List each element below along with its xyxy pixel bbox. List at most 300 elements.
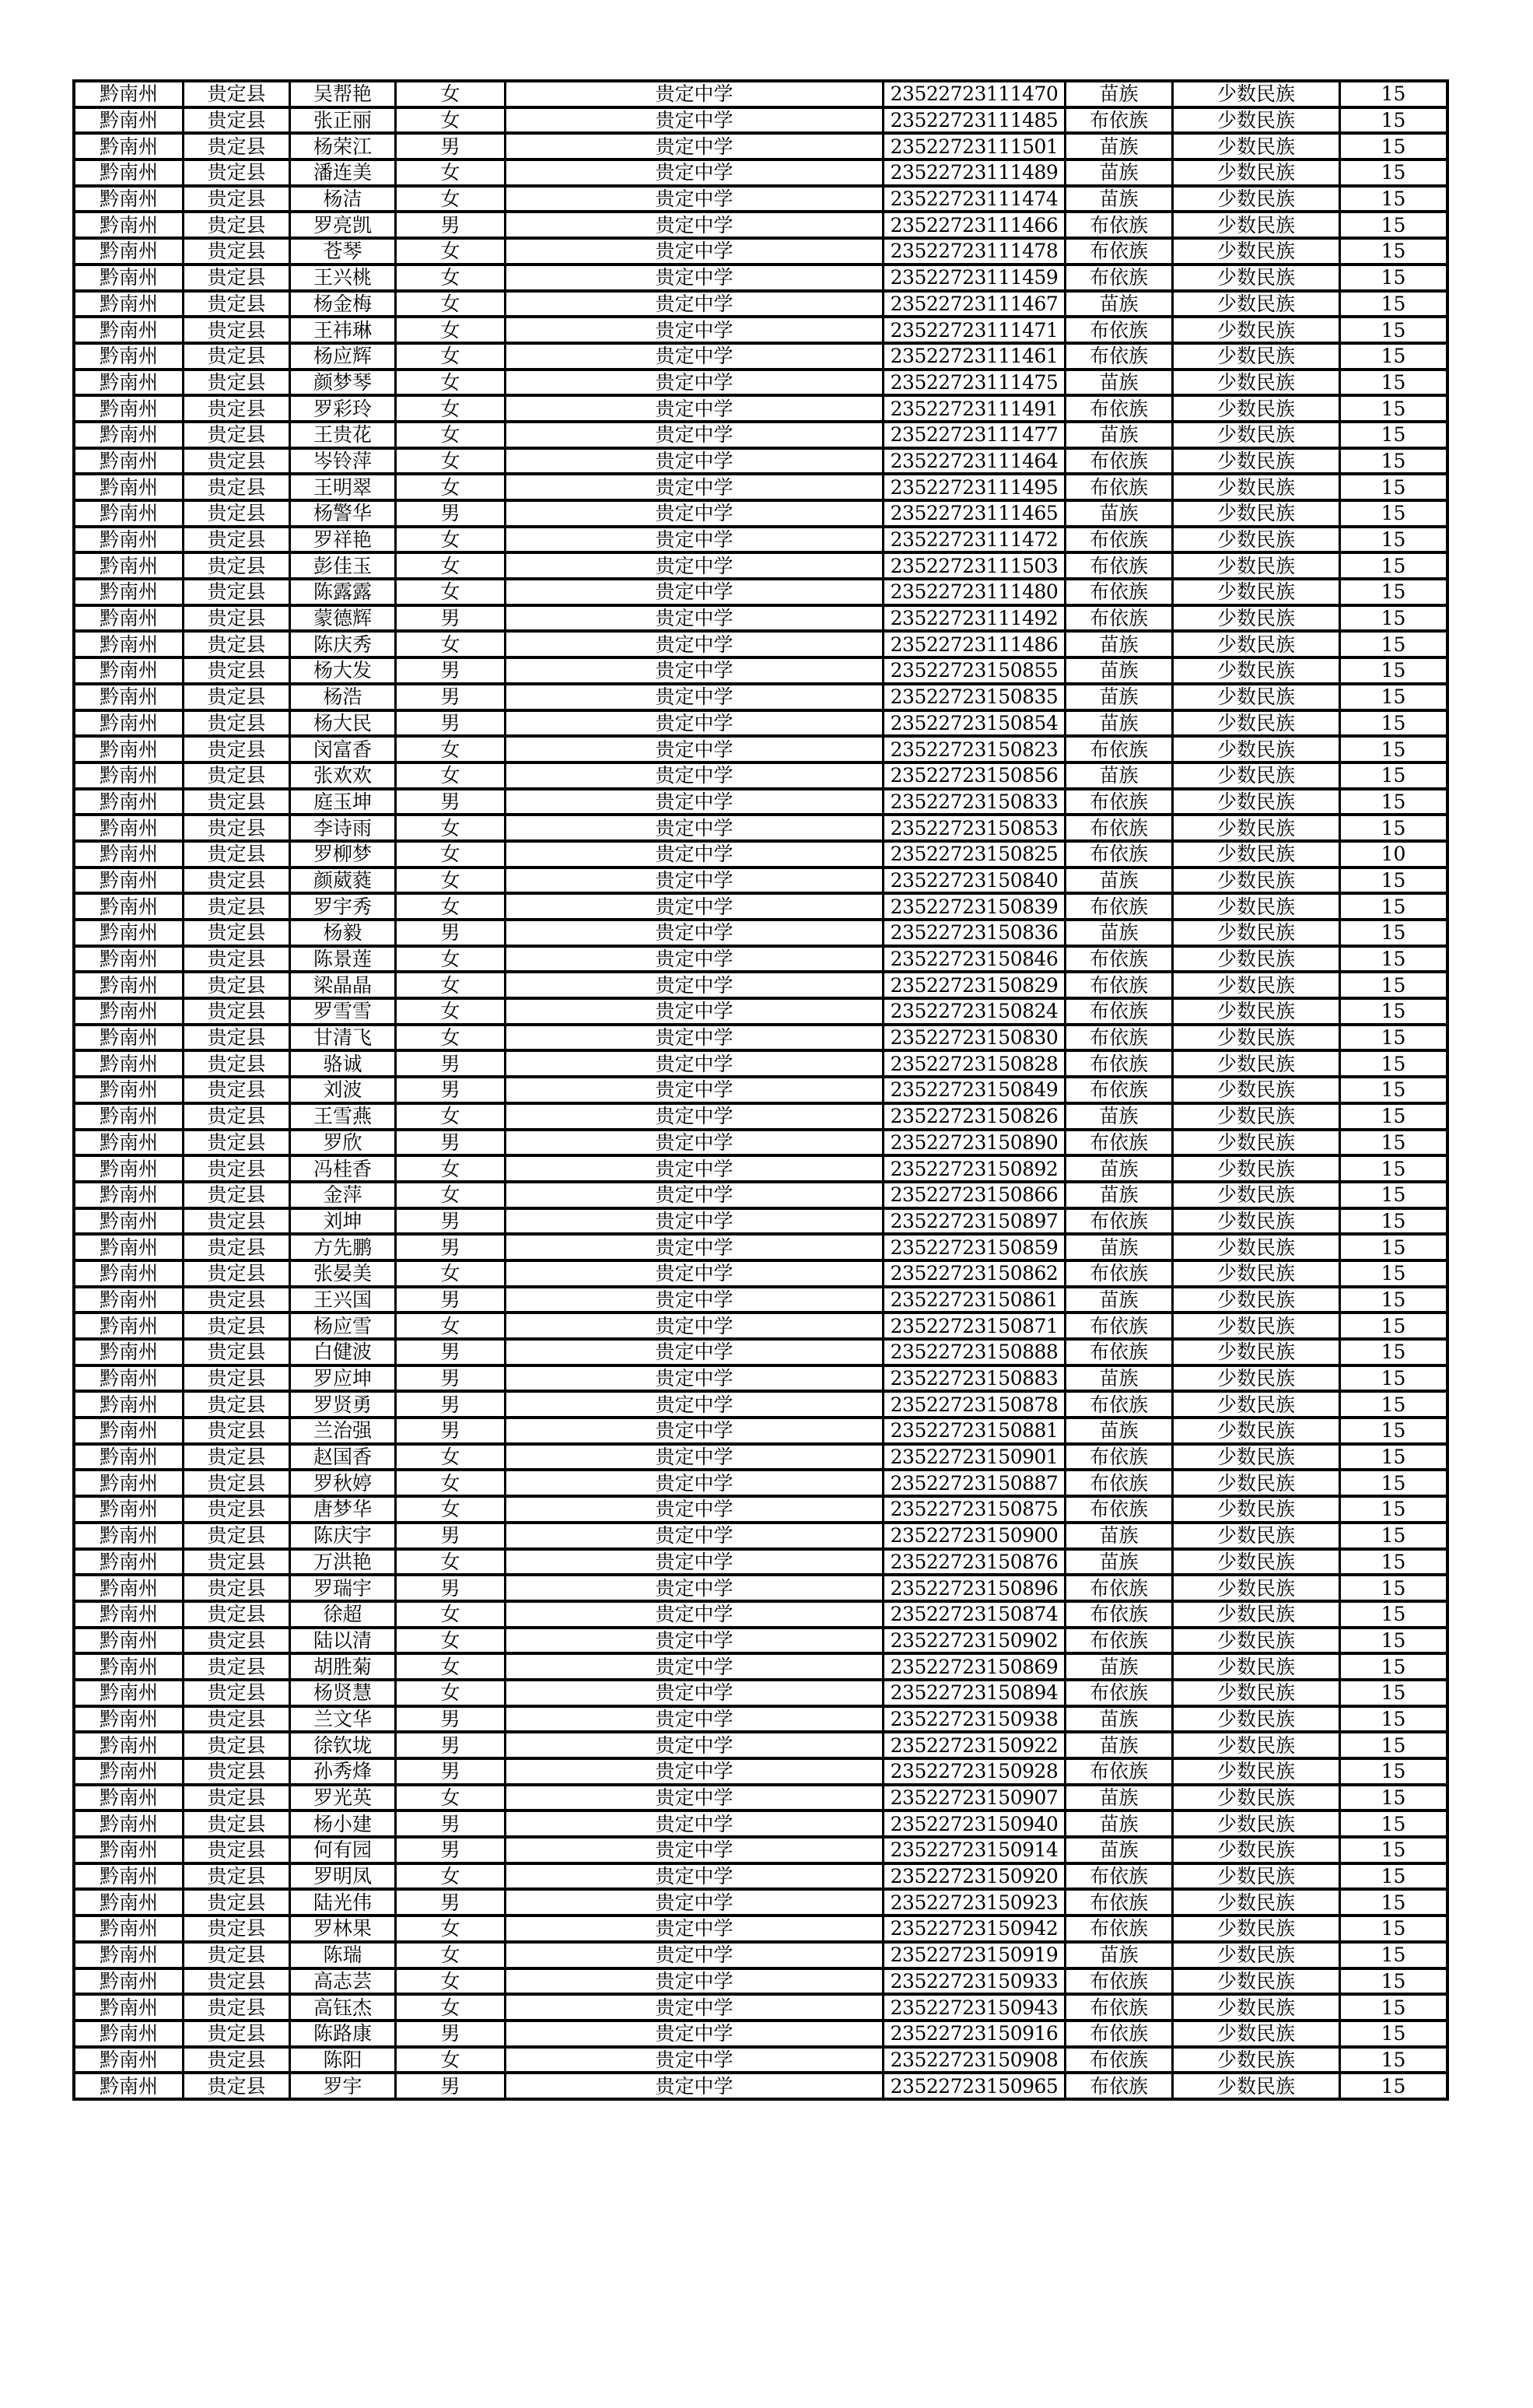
county-cell: 贵定县 xyxy=(184,2073,290,2099)
table-row xyxy=(74,1732,1447,1758)
ethnicity-cell: 布依族 xyxy=(1066,841,1173,868)
ethnicity-cell: 布依族 xyxy=(1066,1391,1173,1418)
gender-cell: 女 xyxy=(396,1601,506,1628)
table-row xyxy=(74,736,1447,762)
county-cell: 贵定县 xyxy=(184,422,290,448)
exam-id-cell: 23522723150866 xyxy=(884,1182,1066,1208)
exam-id-cell: 23522723150914 xyxy=(884,1837,1066,1863)
school-cell: 贵定中学 xyxy=(506,972,884,998)
prefecture-cell: 黔南州 xyxy=(74,448,184,475)
prefecture-cell: 黔南州 xyxy=(74,972,184,998)
category-cell: 少数民族 xyxy=(1173,762,1340,789)
student-name-cell: 陈庆宇 xyxy=(290,1523,396,1549)
exam-id-cell: 23522723150855 xyxy=(884,657,1066,684)
school-cell: 贵定中学 xyxy=(506,1130,884,1156)
student-name-cell: 徐超 xyxy=(290,1601,396,1628)
table-row xyxy=(74,1418,1447,1444)
school-cell: 贵定中学 xyxy=(506,1732,884,1758)
gender-cell: 女 xyxy=(396,81,506,107)
county-cell: 贵定县 xyxy=(184,186,290,212)
gender-cell: 女 xyxy=(396,1994,506,2021)
county-cell: 贵定县 xyxy=(184,1103,290,1130)
student-name-cell: 王祎琳 xyxy=(290,317,396,343)
exam-id-cell: 23522723150922 xyxy=(884,1732,1066,1758)
school-cell: 贵定中学 xyxy=(506,1234,884,1260)
county-cell: 贵定县 xyxy=(184,1653,290,1680)
school-cell: 贵定中学 xyxy=(506,684,884,710)
county-cell: 贵定县 xyxy=(184,1050,290,1077)
ethnicity-cell: 苗族 xyxy=(1066,370,1173,396)
gender-cell: 男 xyxy=(396,1732,506,1758)
exam-id-cell: 23522723150940 xyxy=(884,1810,1066,1837)
gender-cell: 女 xyxy=(396,1103,506,1130)
ethnicity-cell: 苗族 xyxy=(1066,1182,1173,1208)
table-row xyxy=(74,1968,1447,1995)
school-cell: 贵定中学 xyxy=(506,605,884,632)
county-cell: 贵定县 xyxy=(184,238,290,265)
county-cell: 贵定县 xyxy=(184,1810,290,1837)
student-name-cell: 蒙德辉 xyxy=(290,605,396,632)
school-cell: 贵定中学 xyxy=(506,1837,884,1863)
prefecture-cell: 黔南州 xyxy=(74,1103,184,1130)
school-cell: 贵定中学 xyxy=(506,1470,884,1496)
table-row xyxy=(74,710,1447,737)
table-row xyxy=(74,1916,1447,1942)
county-cell: 贵定县 xyxy=(184,1234,290,1260)
category-cell: 少数民族 xyxy=(1173,317,1340,343)
school-cell: 贵定中学 xyxy=(506,212,884,238)
table-row xyxy=(74,868,1447,894)
county-cell: 贵定县 xyxy=(184,81,290,107)
gender-cell: 女 xyxy=(396,238,506,265)
table-row xyxy=(74,2021,1447,2047)
county-cell: 贵定县 xyxy=(184,920,290,946)
ethnicity-cell: 布依族 xyxy=(1066,998,1173,1025)
student-name-cell: 颜梦琴 xyxy=(290,370,396,396)
bonus-points-cell: 15 xyxy=(1340,579,1448,605)
exam-id-cell: 23522723150942 xyxy=(884,1916,1066,1942)
school-cell: 贵定中学 xyxy=(506,81,884,107)
gender-cell: 男 xyxy=(396,1208,506,1235)
table-row xyxy=(74,1575,1447,1601)
student-name-cell: 徐钦垅 xyxy=(290,1732,396,1758)
school-cell: 贵定中学 xyxy=(506,998,884,1025)
student-name-cell: 白健波 xyxy=(290,1339,396,1365)
gender-cell: 男 xyxy=(396,2021,506,2047)
prefecture-cell: 黔南州 xyxy=(74,1287,184,1313)
county-cell: 贵定县 xyxy=(184,1365,290,1392)
bonus-points-cell: 15 xyxy=(1340,1837,1448,1863)
bonus-points-cell: 15 xyxy=(1340,946,1448,973)
school-cell: 贵定中学 xyxy=(506,946,884,973)
category-cell: 少数民族 xyxy=(1173,579,1340,605)
category-cell: 少数民族 xyxy=(1173,1339,1340,1365)
category-cell: 少数民族 xyxy=(1173,1182,1340,1208)
table-row xyxy=(74,1103,1447,1130)
gender-cell: 女 xyxy=(396,291,506,317)
table-row xyxy=(74,1025,1447,1051)
school-cell: 贵定中学 xyxy=(506,133,884,159)
student-name-cell: 高钰杰 xyxy=(290,1994,396,2021)
prefecture-cell: 黔南州 xyxy=(74,1234,184,1260)
prefecture-cell: 黔南州 xyxy=(74,710,184,737)
county-cell: 贵定县 xyxy=(184,1863,290,1890)
table-row xyxy=(74,1889,1447,1916)
bonus-points-cell: 15 xyxy=(1340,1785,1448,1811)
gender-cell: 女 xyxy=(396,1260,506,1287)
bonus-points-cell: 15 xyxy=(1340,1313,1448,1339)
prefecture-cell: 黔南州 xyxy=(74,133,184,159)
exam-id-cell: 23522723150883 xyxy=(884,1365,1066,1392)
table-row xyxy=(74,291,1447,317)
county-cell: 贵定县 xyxy=(184,527,290,553)
student-name-cell: 王兴国 xyxy=(290,1287,396,1313)
student-name-cell: 杨大民 xyxy=(290,710,396,737)
exam-id-cell: 23522723150908 xyxy=(884,2047,1066,2073)
prefecture-cell: 黔南州 xyxy=(74,631,184,657)
ethnicity-cell: 苗族 xyxy=(1066,500,1173,527)
gender-cell: 女 xyxy=(396,422,506,448)
exam-id-cell: 23522723111478 xyxy=(884,238,1066,265)
school-cell: 贵定中学 xyxy=(506,1601,884,1628)
student-name-cell: 高志芸 xyxy=(290,1968,396,1995)
ethnicity-cell: 布依族 xyxy=(1066,1628,1173,1654)
school-cell: 贵定中学 xyxy=(506,2073,884,2099)
ethnicity-cell: 布依族 xyxy=(1066,1994,1173,2021)
table-row xyxy=(74,186,1447,212)
student-name-cell: 张晏美 xyxy=(290,1260,396,1287)
gender-cell: 女 xyxy=(396,159,506,186)
county-cell: 贵定县 xyxy=(184,868,290,894)
bonus-points-cell: 15 xyxy=(1340,631,1448,657)
prefecture-cell: 黔南州 xyxy=(74,789,184,815)
student-name-cell: 罗林果 xyxy=(290,1916,396,1942)
gender-cell: 女 xyxy=(396,841,506,868)
prefecture-cell: 黔南州 xyxy=(74,946,184,973)
category-cell: 少数民族 xyxy=(1173,265,1340,291)
table-row xyxy=(74,265,1447,291)
gender-cell: 男 xyxy=(396,2073,506,2099)
bonus-points-cell: 15 xyxy=(1340,684,1448,710)
category-cell: 少数民族 xyxy=(1173,657,1340,684)
ethnicity-cell: 布依族 xyxy=(1066,1208,1173,1235)
category-cell: 少数民族 xyxy=(1173,1287,1340,1313)
school-cell: 贵定中学 xyxy=(506,868,884,894)
exam-id-cell: 23522723150965 xyxy=(884,2073,1066,2099)
bonus-points-cell: 15 xyxy=(1340,422,1448,448)
ethnicity-cell: 布依族 xyxy=(1066,1863,1173,1890)
prefecture-cell: 黔南州 xyxy=(74,1680,184,1706)
table-row xyxy=(74,1653,1447,1680)
bonus-points-cell: 15 xyxy=(1340,1706,1448,1733)
category-cell: 少数民族 xyxy=(1173,1391,1340,1418)
county-cell: 贵定县 xyxy=(184,1313,290,1339)
exam-id-cell: 23522723150916 xyxy=(884,2021,1066,2047)
school-cell: 贵定中学 xyxy=(506,736,884,762)
bonus-points-cell: 15 xyxy=(1340,868,1448,894)
category-cell: 少数民族 xyxy=(1173,212,1340,238)
gender-cell: 男 xyxy=(396,1365,506,1392)
county-cell: 贵定县 xyxy=(184,265,290,291)
exam-id-cell: 23522723150881 xyxy=(884,1418,1066,1444)
gender-cell: 女 xyxy=(396,579,506,605)
exam-id-cell: 23522723150862 xyxy=(884,1260,1066,1287)
table-row xyxy=(74,1837,1447,1863)
ethnicity-cell: 布依族 xyxy=(1066,474,1173,500)
category-cell: 少数民族 xyxy=(1173,841,1340,868)
category-cell: 少数民族 xyxy=(1173,893,1340,920)
table-row xyxy=(74,1234,1447,1260)
gender-cell: 女 xyxy=(396,265,506,291)
ethnicity-cell: 布依族 xyxy=(1066,107,1173,134)
gender-cell: 女 xyxy=(396,343,506,370)
school-cell: 贵定中学 xyxy=(506,1942,884,1968)
ethnicity-cell: 布依族 xyxy=(1066,1575,1173,1601)
gender-cell: 男 xyxy=(396,1810,506,1837)
ethnicity-cell: 苗族 xyxy=(1066,1942,1173,1968)
category-cell: 少数民族 xyxy=(1173,972,1340,998)
bonus-points-cell: 15 xyxy=(1340,998,1448,1025)
ethnicity-cell: 布依族 xyxy=(1066,1601,1173,1628)
exam-id-cell: 23522723150894 xyxy=(884,1680,1066,1706)
table-row xyxy=(74,1496,1447,1523)
school-cell: 贵定中学 xyxy=(506,1863,884,1890)
prefecture-cell: 黔南州 xyxy=(74,684,184,710)
table-row xyxy=(74,343,1447,370)
bonus-points-cell: 15 xyxy=(1340,1130,1448,1156)
county-cell: 贵定县 xyxy=(184,1496,290,1523)
school-cell: 贵定中学 xyxy=(506,631,884,657)
bonus-points-cell: 15 xyxy=(1340,1365,1448,1392)
exam-id-cell: 23522723150853 xyxy=(884,815,1066,841)
exam-id-cell: 23522723111486 xyxy=(884,631,1066,657)
student-name-cell: 兰治强 xyxy=(290,1418,396,1444)
gender-cell: 男 xyxy=(396,1234,506,1260)
prefecture-cell: 黔南州 xyxy=(74,1942,184,1968)
bonus-points-cell: 15 xyxy=(1340,1732,1448,1758)
table-row xyxy=(74,527,1447,553)
bonus-points-cell: 15 xyxy=(1340,1391,1448,1418)
bonus-points-cell: 15 xyxy=(1340,1758,1448,1785)
county-cell: 贵定县 xyxy=(184,1077,290,1103)
prefecture-cell: 黔南州 xyxy=(74,815,184,841)
school-cell: 贵定中学 xyxy=(506,2021,884,2047)
prefecture-cell: 黔南州 xyxy=(74,212,184,238)
gender-cell: 女 xyxy=(396,1653,506,1680)
gender-cell: 男 xyxy=(396,684,506,710)
county-cell: 贵定县 xyxy=(184,1968,290,1995)
county-cell: 贵定县 xyxy=(184,552,290,579)
school-cell: 贵定中学 xyxy=(506,1287,884,1313)
student-name-cell: 刘波 xyxy=(290,1077,396,1103)
exam-id-cell: 23522723111503 xyxy=(884,552,1066,579)
table-row xyxy=(74,1994,1447,2021)
prefecture-cell: 黔南州 xyxy=(74,1050,184,1077)
bonus-points-cell: 15 xyxy=(1340,159,1448,186)
prefecture-cell: 黔南州 xyxy=(74,1182,184,1208)
student-name-cell: 骆诚 xyxy=(290,1050,396,1077)
gender-cell: 女 xyxy=(396,762,506,789)
table-row xyxy=(74,1942,1447,1968)
gender-cell: 男 xyxy=(396,500,506,527)
gender-cell: 女 xyxy=(396,1785,506,1811)
exam-id-cell: 23522723111472 xyxy=(884,527,1066,553)
ethnicity-cell: 布依族 xyxy=(1066,972,1173,998)
student-name-cell: 杨荣江 xyxy=(290,133,396,159)
prefecture-cell: 黔南州 xyxy=(74,1418,184,1444)
exam-id-cell: 23522723111464 xyxy=(884,448,1066,475)
category-cell: 少数民族 xyxy=(1173,1732,1340,1758)
ethnicity-cell: 布依族 xyxy=(1066,1916,1173,1942)
prefecture-cell: 黔南州 xyxy=(74,474,184,500)
category-cell: 少数民族 xyxy=(1173,1496,1340,1523)
gender-cell: 男 xyxy=(396,1130,506,1156)
exam-id-cell: 23522723111501 xyxy=(884,133,1066,159)
student-name-cell: 陆光伟 xyxy=(290,1889,396,1916)
category-cell: 少数民族 xyxy=(1173,1549,1340,1576)
category-cell: 少数民族 xyxy=(1173,552,1340,579)
category-cell: 少数民族 xyxy=(1173,1706,1340,1733)
table-row xyxy=(74,1182,1447,1208)
county-cell: 贵定县 xyxy=(184,972,290,998)
bonus-points-cell: 15 xyxy=(1340,552,1448,579)
category-cell: 少数民族 xyxy=(1173,1785,1340,1811)
category-cell: 少数民族 xyxy=(1173,1653,1340,1680)
ethnicity-cell: 苗族 xyxy=(1066,291,1173,317)
table-row xyxy=(74,1601,1447,1628)
student-name-cell: 陈景莲 xyxy=(290,946,396,973)
exam-id-cell: 23522723150861 xyxy=(884,1287,1066,1313)
county-cell: 贵定县 xyxy=(184,343,290,370)
ethnicity-cell: 布依族 xyxy=(1066,2047,1173,2073)
table-row xyxy=(74,1628,1447,1654)
ethnicity-cell: 布依族 xyxy=(1066,1496,1173,1523)
exam-id-cell: 23522723111465 xyxy=(884,500,1066,527)
school-cell: 贵定中学 xyxy=(506,1103,884,1130)
category-cell: 少数民族 xyxy=(1173,2021,1340,2047)
prefecture-cell: 黔南州 xyxy=(74,238,184,265)
exam-id-cell: 23522723111485 xyxy=(884,107,1066,134)
school-cell: 贵定中学 xyxy=(506,1916,884,1942)
school-cell: 贵定中学 xyxy=(506,1549,884,1576)
county-cell: 贵定县 xyxy=(184,1706,290,1733)
county-cell: 贵定县 xyxy=(184,1549,290,1576)
school-cell: 贵定中学 xyxy=(506,552,884,579)
school-cell: 贵定中学 xyxy=(506,1444,884,1470)
gender-cell: 女 xyxy=(396,1549,506,1576)
table-row xyxy=(74,1155,1447,1182)
county-cell: 贵定县 xyxy=(184,1130,290,1156)
bonus-points-cell: 15 xyxy=(1340,317,1448,343)
ethnicity-cell: 布依族 xyxy=(1066,605,1173,632)
student-name-cell: 陆以清 xyxy=(290,1628,396,1654)
ethnicity-cell: 苗族 xyxy=(1066,422,1173,448)
bonus-points-cell: 15 xyxy=(1340,212,1448,238)
ethnicity-cell: 苗族 xyxy=(1066,1155,1173,1182)
student-name-cell: 金萍 xyxy=(290,1182,396,1208)
ethnicity-cell: 布依族 xyxy=(1066,1260,1173,1287)
ethnicity-cell: 布依族 xyxy=(1066,552,1173,579)
bonus-points-cell: 15 xyxy=(1340,448,1448,475)
bonus-points-cell: 15 xyxy=(1340,370,1448,396)
county-cell: 贵定县 xyxy=(184,1575,290,1601)
county-cell: 贵定县 xyxy=(184,1628,290,1654)
exam-id-cell: 23522723150888 xyxy=(884,1339,1066,1365)
student-name-cell: 罗柳梦 xyxy=(290,841,396,868)
student-name-cell: 杨警华 xyxy=(290,500,396,527)
bonus-points-cell: 15 xyxy=(1340,1653,1448,1680)
category-cell: 少数民族 xyxy=(1173,186,1340,212)
school-cell: 贵定中学 xyxy=(506,1391,884,1418)
gender-cell: 女 xyxy=(396,868,506,894)
exam-id-cell: 23522723150871 xyxy=(884,1313,1066,1339)
gender-cell: 男 xyxy=(396,212,506,238)
exam-id-cell: 23522723150825 xyxy=(884,841,1066,868)
county-cell: 贵定县 xyxy=(184,815,290,841)
gender-cell: 女 xyxy=(396,1155,506,1182)
student-name-cell: 冯桂香 xyxy=(290,1155,396,1182)
school-cell: 贵定中学 xyxy=(506,317,884,343)
category-cell: 少数民族 xyxy=(1173,422,1340,448)
gender-cell: 女 xyxy=(396,317,506,343)
bonus-points-cell: 15 xyxy=(1340,2047,1448,2073)
ethnicity-cell: 布依族 xyxy=(1066,893,1173,920)
student-name-cell: 甘清飞 xyxy=(290,1025,396,1051)
exam-id-cell: 23522723111471 xyxy=(884,317,1066,343)
prefecture-cell: 黔南州 xyxy=(74,1208,184,1235)
category-cell: 少数民族 xyxy=(1173,736,1340,762)
county-cell: 贵定县 xyxy=(184,2047,290,2073)
county-cell: 贵定县 xyxy=(184,1523,290,1549)
county-cell: 贵定县 xyxy=(184,1470,290,1496)
exam-id-cell: 23522723150887 xyxy=(884,1470,1066,1496)
table-row xyxy=(74,1810,1447,1837)
table-row xyxy=(74,1785,1447,1811)
student-name-cell: 方先鹏 xyxy=(290,1234,396,1260)
county-cell: 贵定县 xyxy=(184,1916,290,1942)
category-cell: 少数民族 xyxy=(1173,684,1340,710)
prefecture-cell: 黔南州 xyxy=(74,1628,184,1654)
ethnicity-cell: 苗族 xyxy=(1066,1418,1173,1444)
school-cell: 贵定中学 xyxy=(506,1339,884,1365)
table-row xyxy=(74,1260,1447,1287)
prefecture-cell: 黔南州 xyxy=(74,998,184,1025)
prefecture-cell: 黔南州 xyxy=(74,1863,184,1890)
ethnicity-cell: 苗族 xyxy=(1066,710,1173,737)
exam-id-cell: 23522723150839 xyxy=(884,893,1066,920)
prefecture-cell: 黔南州 xyxy=(74,762,184,789)
student-name-cell: 罗瑞宇 xyxy=(290,1575,396,1601)
county-cell: 贵定县 xyxy=(184,1732,290,1758)
exam-id-cell: 23522723150823 xyxy=(884,736,1066,762)
school-cell: 贵定中学 xyxy=(506,815,884,841)
ethnicity-cell: 布依族 xyxy=(1066,579,1173,605)
bonus-points-cell: 15 xyxy=(1340,1103,1448,1130)
prefecture-cell: 黔南州 xyxy=(74,1968,184,1995)
student-name-cell: 王雪燕 xyxy=(290,1103,396,1130)
ethnicity-cell: 布依族 xyxy=(1066,2021,1173,2047)
school-cell: 贵定中学 xyxy=(506,1680,884,1706)
ethnicity-cell: 布依族 xyxy=(1066,448,1173,475)
ethnicity-cell: 布依族 xyxy=(1066,1968,1173,1995)
exam-id-cell: 23522723111489 xyxy=(884,159,1066,186)
student-name-cell: 何有园 xyxy=(290,1837,396,1863)
school-cell: 贵定中学 xyxy=(506,186,884,212)
exam-id-cell: 23522723150859 xyxy=(884,1234,1066,1260)
bonus-points-cell: 15 xyxy=(1340,238,1448,265)
exam-id-cell: 23522723150878 xyxy=(884,1391,1066,1418)
school-cell: 贵定中学 xyxy=(506,500,884,527)
